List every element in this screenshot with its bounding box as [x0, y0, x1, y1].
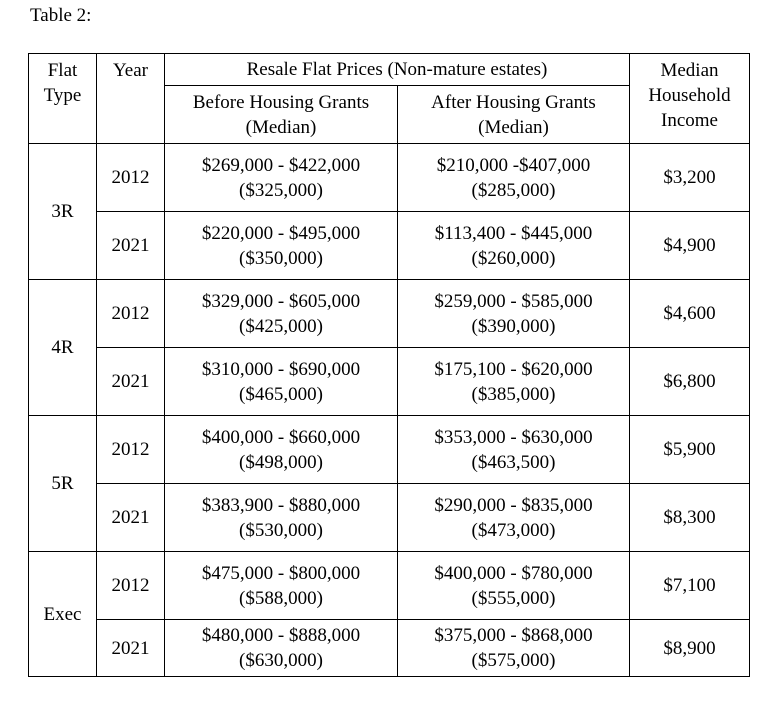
table-row [29, 280, 750, 348]
after-grants-cell [398, 348, 630, 416]
header-year: Year [97, 54, 165, 144]
after-grants-cell [398, 144, 630, 212]
before-grants-cell [165, 484, 398, 552]
price-range: $113,400 - $445,000 [434, 222, 593, 244]
price-median: ($260,000) [471, 247, 556, 269]
price-median: ($390,000) [471, 315, 556, 337]
before-grants-cell [165, 620, 398, 677]
price-median: ($425,000) [239, 315, 323, 337]
price-median: ($530,000) [239, 519, 323, 541]
before-grants-cell [165, 552, 398, 620]
flat-type-cell: 5R [29, 416, 97, 552]
price-median: ($463,500) [471, 451, 556, 473]
price-range: $480,000 - $888,000 [201, 625, 361, 646]
before-grants-cell [165, 280, 398, 348]
before-grants-cell [165, 212, 398, 280]
table-row [29, 552, 750, 620]
year-cell: 2012 [97, 552, 165, 620]
price-median: ($588,000) [239, 587, 323, 609]
price-range: $210,000 -$407,000 [436, 154, 591, 176]
price-median: ($498,000) [239, 451, 323, 473]
before-grants-cell [165, 144, 398, 212]
price-range: $400,000 - $780,000 [434, 562, 593, 584]
price-median: ($385,000) [471, 383, 556, 405]
year-cell: 2012 [97, 280, 165, 348]
header-median-income: Median Household Income [630, 54, 750, 144]
year-cell: 2021 [97, 212, 165, 280]
after-grants-cell [398, 212, 630, 280]
flat-type-cell: 3R [29, 144, 97, 280]
table-row [29, 416, 750, 484]
header-before-grants: Before Housing Grants (Median) [165, 86, 398, 144]
before-grants-cell [165, 416, 398, 484]
price-median: ($630,000) [239, 650, 323, 671]
year-cell: 2012 [97, 144, 165, 212]
table-row [29, 212, 750, 280]
price-range: $400,000 - $660,000 [201, 426, 361, 448]
price-range: $290,000 - $835,000 [434, 494, 593, 516]
price-range: $259,000 - $585,000 [434, 290, 593, 312]
table-row [29, 484, 750, 552]
median-income-cell: $4,900 [630, 212, 750, 280]
price-range: $383,900 - $880,000 [201, 494, 361, 516]
header-after-grants: After Housing Grants (Median) [398, 86, 630, 144]
price-median: ($285,000) [471, 179, 556, 201]
price-median: ($473,000) [471, 519, 556, 541]
median-income-cell: $4,600 [630, 280, 750, 348]
flat-type-cell: 4R [29, 280, 97, 416]
price-range: $220,000 - $495,000 [201, 222, 361, 244]
price-range: $475,000 - $800,000 [201, 562, 361, 584]
median-income-cell: $8,900 [630, 620, 750, 677]
header-flat-type: Flat Type [29, 54, 97, 144]
after-grants-cell [398, 484, 630, 552]
table-row [29, 348, 750, 416]
price-median: ($575,000) [471, 650, 556, 671]
median-income-cell: $3,200 [630, 144, 750, 212]
price-median: ($350,000) [239, 247, 323, 269]
table-row [29, 144, 750, 212]
price-range: $375,000 - $868,000 [434, 625, 593, 646]
price-range: $329,000 - $605,000 [201, 290, 361, 312]
median-income-cell: $6,800 [630, 348, 750, 416]
price-range: $269,000 - $422,000 [201, 154, 361, 176]
price-median: ($555,000) [471, 587, 556, 609]
after-grants-cell [398, 620, 630, 677]
price-median: ($465,000) [239, 383, 323, 405]
price-range: $175,100 - $620,000 [434, 358, 593, 380]
year-cell: 2012 [97, 416, 165, 484]
year-cell: 2021 [97, 620, 165, 677]
before-grants-cell [165, 348, 398, 416]
price-range: $310,000 - $690,000 [201, 358, 361, 380]
table-row [29, 620, 750, 677]
year-cell: 2021 [97, 484, 165, 552]
header-resale-group: Resale Flat Prices (Non-mature estates) [165, 54, 630, 86]
median-income-cell: $5,900 [630, 416, 750, 484]
after-grants-cell [398, 280, 630, 348]
year-cell: 2021 [97, 348, 165, 416]
table-caption: Table 2: [30, 5, 92, 26]
after-grants-cell [398, 552, 630, 620]
price-range: $353,000 - $630,000 [434, 426, 593, 448]
price-median: ($325,000) [239, 179, 323, 201]
flat-type-cell: Exec [29, 552, 97, 677]
resale-prices-table [28, 53, 750, 677]
after-grants-cell [398, 416, 630, 484]
median-income-cell: $7,100 [630, 552, 750, 620]
median-income-cell: $8,300 [630, 484, 750, 552]
